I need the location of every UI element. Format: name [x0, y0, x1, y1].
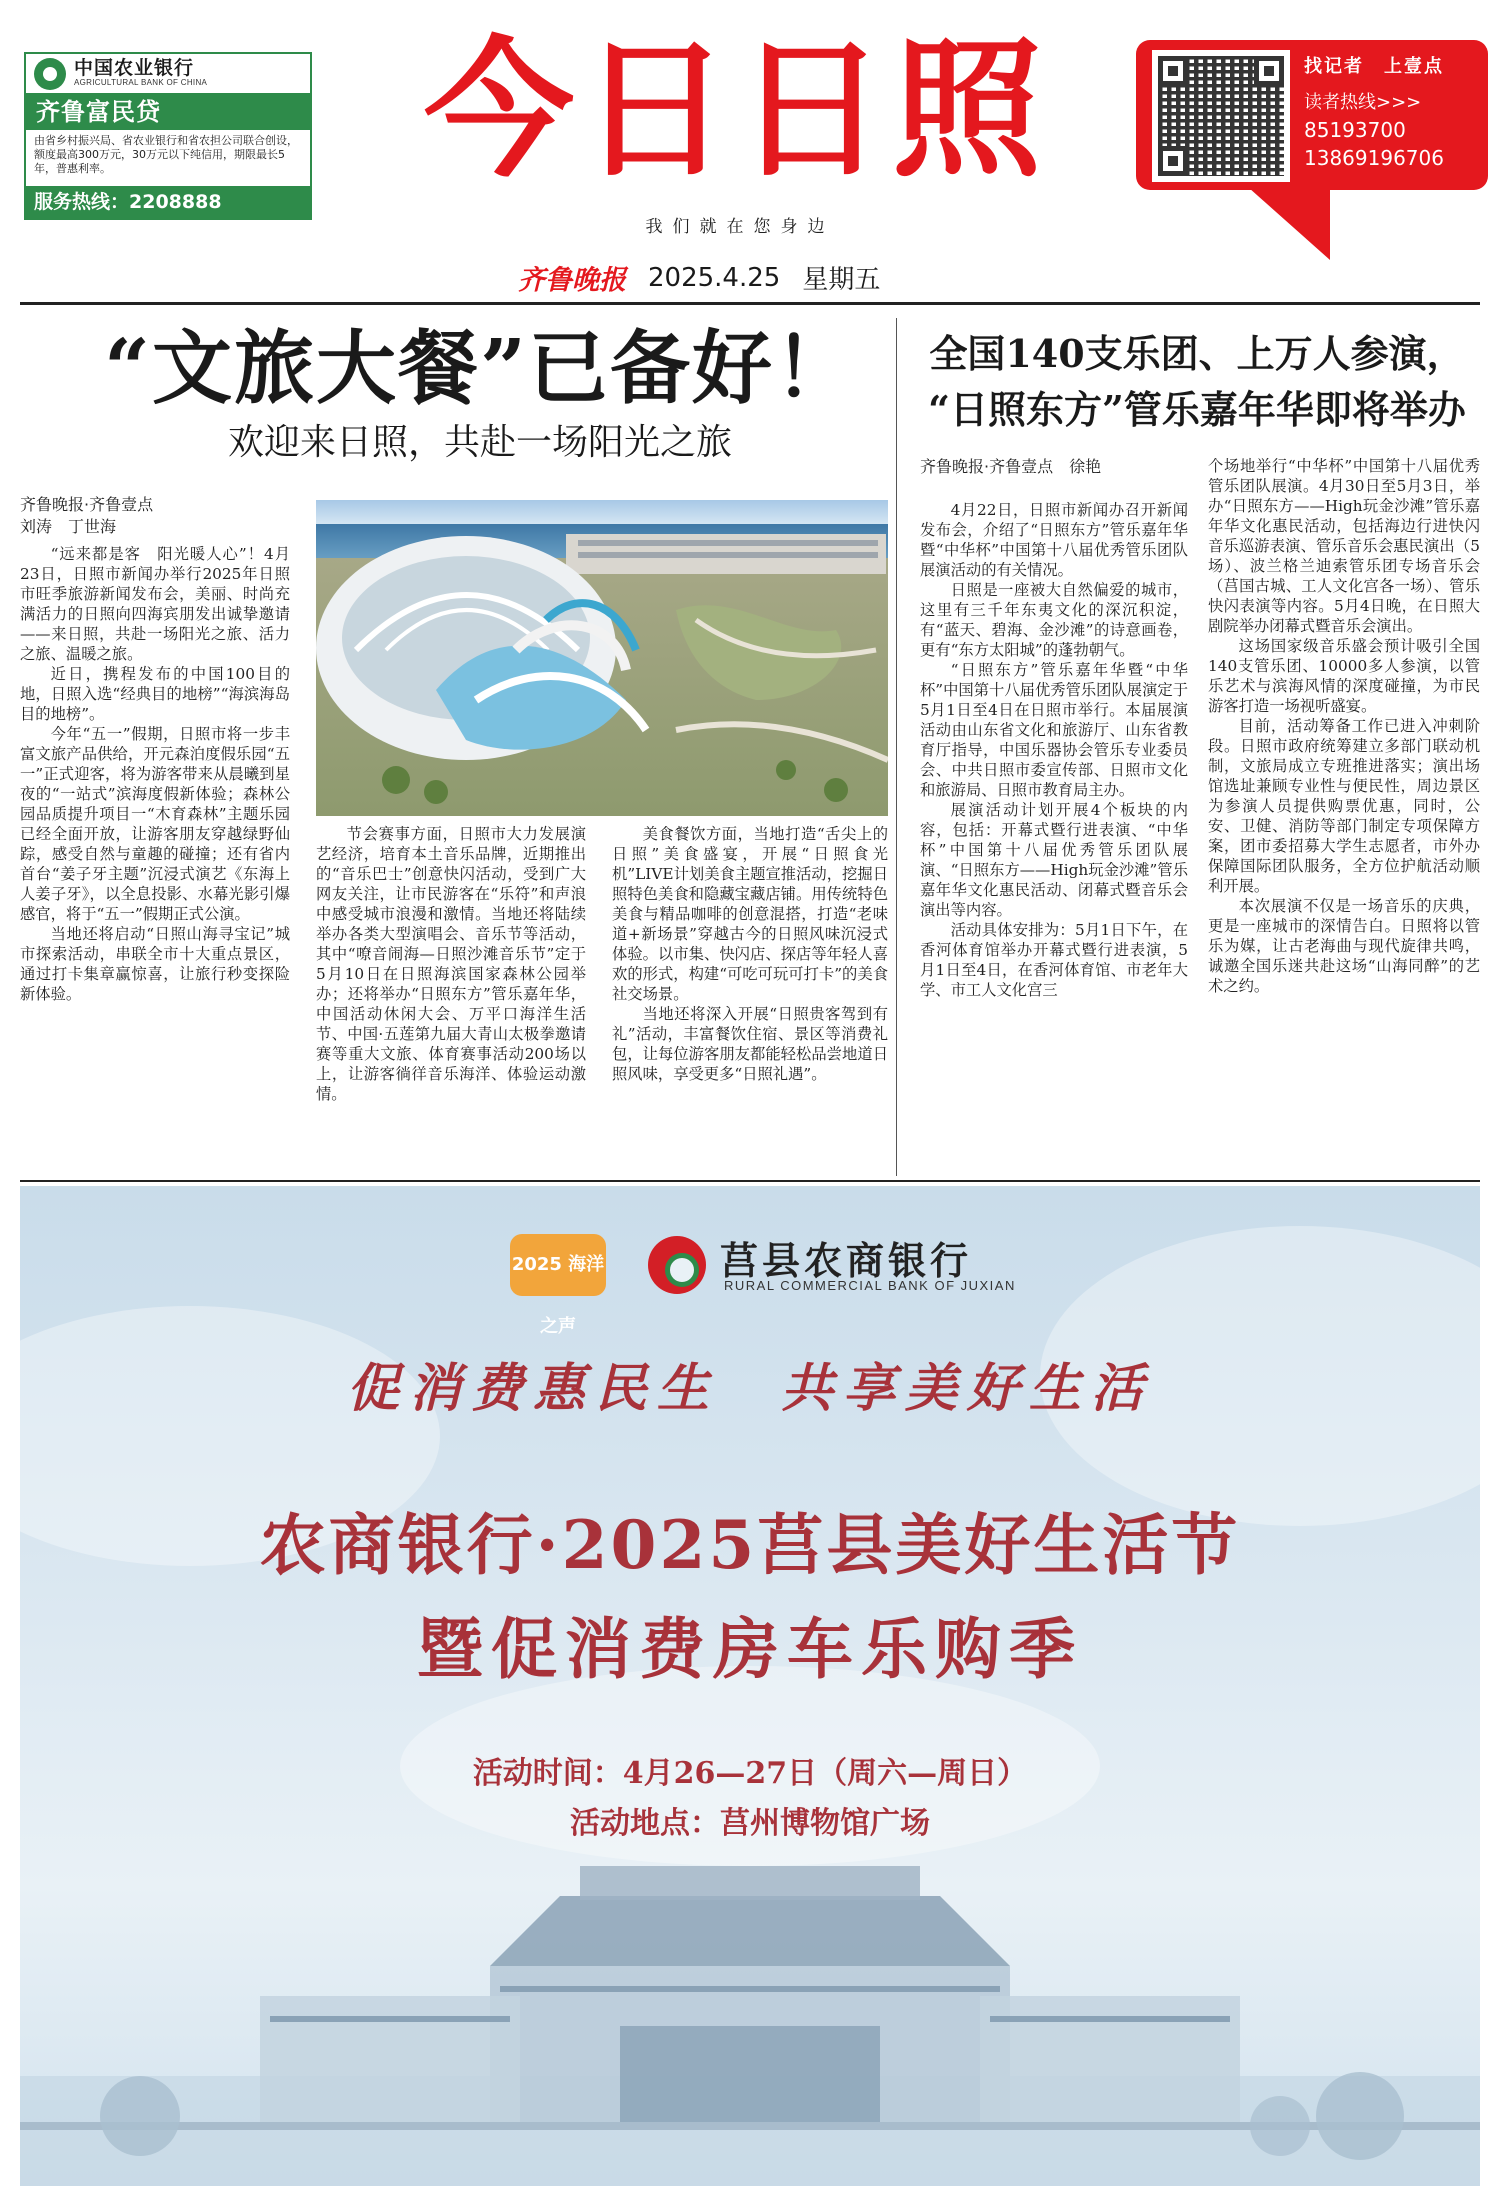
abc-hotline: 服务热线：2208888 — [26, 186, 310, 218]
reader-phone-2: 13869196706 — [1304, 146, 1444, 170]
side-story-col-2 — [1208, 456, 1480, 1170]
paragraph: 近日，携程发布的中国100目的地，日照入选“经典目的地榜”“海滨海岛目的地榜”。 — [20, 665, 290, 723]
ad-title-line-2: 暨促消费房车乐购季 — [417, 1610, 1083, 1688]
juxian-bank-ad — [20, 1186, 1480, 2186]
section-rule — [20, 1180, 1480, 1182]
paragraph: 当地还将启动“日照山海寻宝记”城市探索活动，串联全市十大重点景区，通过打卡集章赢惊喜，让旅行秒变探险新体验。 — [20, 925, 290, 1003]
main-story-col-2 — [316, 824, 586, 1170]
speech-bubble-tail — [1240, 180, 1330, 260]
resort-aerial-photo — [316, 500, 888, 816]
abc-product-description: 由省乡村振兴局、省农业银行和省农担公司联合创设，额度最高300万元，30万元以下纯信用，期限最长5年，普惠利率。 — [34, 134, 298, 175]
ad-event-place: 活动地点：莒州博物馆广场 — [570, 1806, 930, 1841]
abc-bank-name-en: AGRICULTURAL BANK OF CHINA — [74, 78, 208, 88]
paragraph: 今年“五一”假期，日照市将一步丰富文旅产品供给，开元森泊度假乐园“五一”正式迎客，将为游客带来从晨曦到星夜的“一站式”滨海度假新体验；森林公园品质提升项目一“木育森林”主题乐园已经全面开放，让游客朋友穿越绿野仙踪，感受自然与童趣的碰撞；还有省内首台“姜子牙主题”沉浸式演艺《东海上人姜子牙》，以全息投影、水幕光影引爆感官，将于“五一”假期正式公演。 — [20, 725, 290, 923]
qr-code-icon[interactable] — [1152, 50, 1290, 182]
reporter-contact — [1304, 52, 1484, 170]
paragraph: 节会赛事方面，日照市大力发展演艺经济，培育本土音乐品牌，近期推出的“音乐巴士”创意快闪活动，受到广大网友关注，让市民游客在“乐符”和声浪中感受城市浪漫和激情。当地还将陆续举办各类大型演唱会、音乐节等活动，其中“嘹音闹海—日照沙滩音乐节”定于5月10日在日照海滨国家森林公园举办；还将举办“日照东方”管乐嘉年华，中国活动休闲大会、万平口海洋生活节、中国·五莲第九届大青山太极拳邀请赛等重大文旅、体育赛事活动200场以上，让游客徜徉音乐海洋、体验运动激情。 — [316, 825, 586, 1103]
paragraph: 目前，活动筹备工作已进入冲刺阶段。日照市政府统筹建立多部门联动机制，文旅局成立专班推进落实；演出场馆选址兼顾专业性与便民性，周边景区为参演人员提供购票优惠，同时，公安、卫健、消防等部门制定专项保障方案，团市委招募大学生志愿者，市外办保障国际团队服务，全方位护航活动顺利开展。 — [1208, 717, 1480, 895]
issue-date: 2025.4.25 — [648, 262, 781, 293]
side-story-col-1 — [920, 500, 1188, 1170]
paper-name: 齐鲁晚报 — [518, 265, 626, 296]
reader-phone-1: 85193700 — [1304, 118, 1406, 142]
main-headline: “文旅大餐”已备好！ — [103, 321, 857, 415]
ad-bank-name-en: RURAL COMMERCIAL BANK OF JUXIAN — [724, 1278, 1016, 1293]
dateline — [518, 258, 1018, 297]
masthead-slogan: 我们就在您身边 — [645, 217, 835, 237]
museum-building-illustration — [20, 1826, 1480, 2186]
paragraph: 美食餐饮方面，当地打造“舌尖上的日照”美食盛宴，开展“日照食光机”LIVE计划美食主题宣推活动，挖掘日照特色美食和隐藏宝藏店铺。用传统特色美食与精品咖啡的创意混搭，打造“老味道+新场景”穿越古今的日照风味沉浸式体验。以市集、快闪店、探店等年轻人喜欢的形式，构建“可吃可玩可打卡”的美食社交场景。 — [612, 825, 888, 1003]
ad-event-time: 活动时间：4月26—27日（周六—周日） — [472, 1756, 1028, 1791]
main-story-col-1 — [20, 544, 290, 1170]
column-divider — [896, 318, 897, 1176]
abc-header — [26, 54, 310, 94]
main-subheadline: 欢迎来日照，共赴一场阳光之旅 — [227, 422, 732, 463]
paragraph: “远来都是客 阳光暖人心”！4月23日，日照市新闻办举行2025年日照市旺季旅游新闻发布会，美丽、时尚充满活力的日照向四海宾朋发出诚挚邀请——来日照，共赴一场阳光之旅、活力之旅、温暖之旅。 — [20, 545, 290, 663]
juxian-bank-logo-icon — [648, 1236, 706, 1294]
reader-hotline-label: 读者热线>>> — [1304, 92, 1422, 113]
reporter-tagline: 找记者 上壹点 — [1304, 56, 1444, 77]
abc-loan-ad — [24, 52, 312, 220]
side-headline-line-1: 全国140支乐团、上万人参演， — [929, 331, 1465, 376]
ad-slogan: 促消费惠民生 共享美好生活 — [346, 1358, 1153, 1419]
side-headline — [912, 326, 1482, 438]
paragraph: 这场国家级音乐盛会预计吸引全国140支管乐团、10000多人参演，以管乐艺术与滨海风情的深度碰撞，为市民游客打造一场视听盛宴。 — [1208, 637, 1480, 715]
paragraph: 活动具体安排为：5月1日下午，在香河体育馆举办开幕式暨行进表演，5月1日至4日，在香河体育馆、市老年大学、市工人文化宫三 — [920, 921, 1188, 999]
abc-bank-name: 中国农业银行 — [74, 57, 195, 80]
paragraph: 当地还将深入开展“日照贵客驾到有礼”活动，丰富餐饮住宿、景区等消费礼包，让每位游客朋友都能轻松品尝地道日照风味，享受更多“日照礼遇”。 — [612, 1005, 888, 1083]
main-story-col-3 — [612, 824, 888, 1170]
abc-product-name: 齐鲁富民贷 — [26, 94, 310, 130]
paragraph: 4月22日，日照市新闻办召开新闻发布会，介绍了“日照东方”管乐嘉年华暨“中华杯”中国第十八届优秀管乐团队展演活动的有关情况。 — [920, 501, 1188, 579]
main-byline-authors: 刘涛 丁世海 — [20, 517, 117, 536]
ad-bank-name: 莒县农商银行 — [720, 1239, 973, 1283]
paragraph: 本次展演不仅是一场音乐的庆典，更是一座城市的深情告白。日照将以管乐为媒，让古老海曲与现代旋律共鸣，诚邀全国乐迷共赴这场“山海同醉”的艺术之约。 — [1208, 897, 1480, 995]
paragraph: “日照东方”管乐嘉年华暨“中华杯”中国第十八届优秀管乐团队展演定于5月1日至4日在日照市举行。本届展演活动由山东省文化和旅游厅、山东省教育厅指导，中国乐器协会管乐专业委员会、中共日照市委宣传部、日照市文化和旅游局、日照市教育局主办。 — [920, 661, 1188, 799]
masthead-rule — [20, 302, 1480, 305]
festival-badge-icon: 2025 海洋之声 — [510, 1234, 606, 1296]
paragraph: 个场地举行“中华杯”中国第十八届优秀管乐团队展演。4月30日至5月3日，举办“日照东方——High玩金沙滩”管乐嘉年华文化惠民活动，包括海边行进快闪音乐巡游表演、管乐音乐会惠民演出（5场）、波兰格兰迪索管乐团专场音乐会（莒国古城、工人文化宫各一场）、管乐快闪表演等内容。5月4日晚，在日照大剧院举办闭幕式暨音乐会演出。 — [1208, 457, 1480, 635]
masthead-title: 今日日照 — [423, 24, 1048, 198]
paragraph: 日照是一座被大自然偏爱的城市，这里有三千年东夷文化的深沉积淀，有“蓝天、碧海、金沙滩”的诗意画卷，更有“东方太阳城”的蓬勃朝气。 — [920, 581, 1188, 659]
main-byline-outlet: 齐鲁晚报·齐鲁壹点 — [20, 495, 154, 514]
side-headline-line-2: “日照东方”管乐嘉年华即将举办 — [928, 387, 1466, 432]
issue-weekday: 星期五 — [802, 265, 881, 295]
paragraph: 展演活动计划开展4个板块的内容，包括：开幕式暨行进表演、“中华杯”中国第十八届优秀管乐团队展演、“日照东方——High玩金沙滩”管乐嘉年华文化惠民活动、闭幕式暨音乐会演出等内容。 — [920, 801, 1188, 919]
side-byline: 齐鲁晚报·齐鲁壹点 徐艳 — [920, 457, 1102, 476]
ad-title-line-1: 农商银行·2025莒县美好生活节 — [259, 1506, 1241, 1584]
main-byline — [20, 494, 220, 538]
abc-logo-icon — [34, 58, 66, 90]
